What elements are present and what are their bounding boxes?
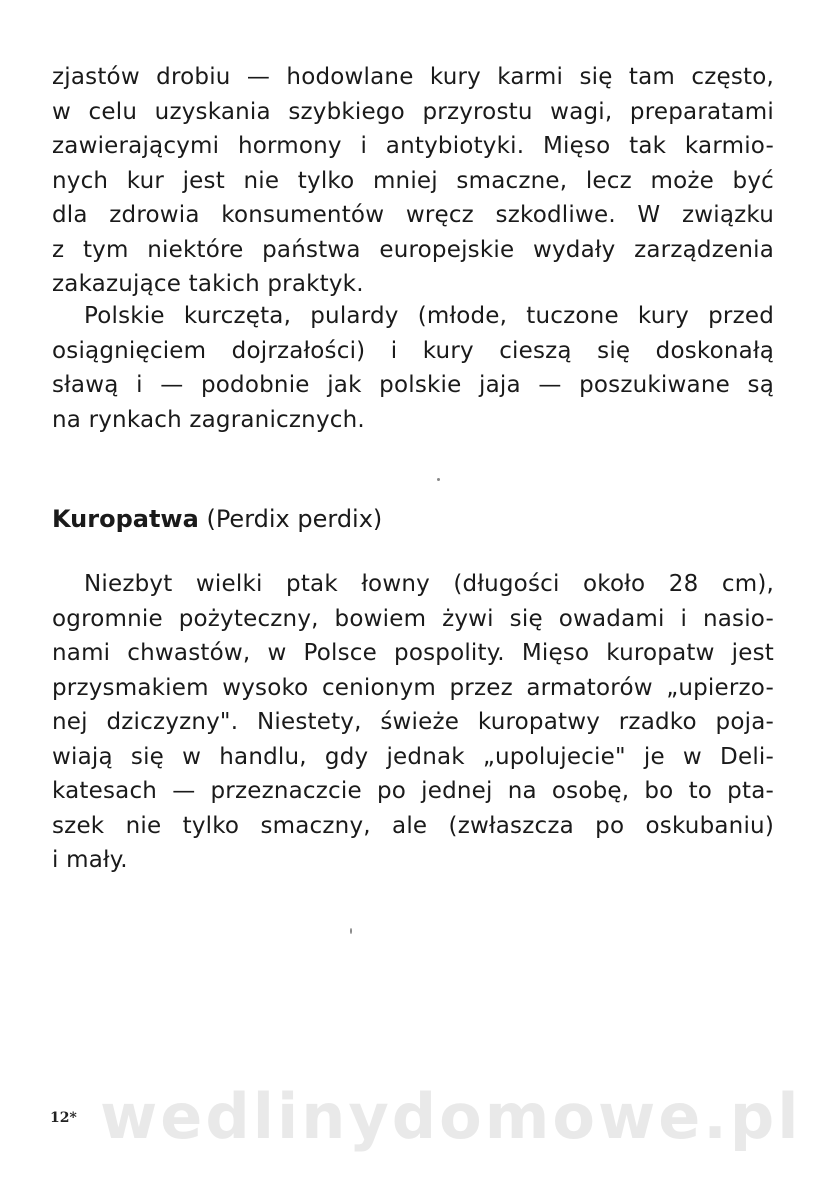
paragraph-poultry-hormones — [52, 60, 774, 302]
section-name: Kuropatwa — [52, 505, 199, 533]
text-line: katesach — przeznaczcie po jednej na osobę, bo to pta- — [52, 778, 774, 804]
paragraph-partridge — [52, 567, 774, 878]
text-line: szek nie tylko smaczny, ale (zwłaszcza po oskubaniu) — [52, 812, 774, 839]
section-heading — [52, 502, 382, 536]
text-line: nej dziczyzny". Niestety, świeże kuropatwy rzadko poja- — [52, 709, 774, 735]
text-line: przysmakiem wysoko cenionym przez armatorów „upierzo- — [52, 674, 774, 701]
page-number: 12* — [50, 1110, 77, 1126]
section-latin-name: (Perdix perdix) — [206, 505, 383, 533]
print-speck — [350, 928, 352, 934]
text-line: zawierającymi hormony i antybiotyki. Mięso tak karmio- — [52, 133, 774, 159]
text-line: na rynkach zagranicznych. — [52, 406, 365, 433]
watermark: wedlinydomowe.pl — [100, 1080, 802, 1153]
print-speck — [437, 478, 440, 481]
text-line: nami chwastów, w Polsce pospolity. Mięso kuropatw jest — [52, 640, 774, 666]
text-line: zjastów drobiu — hodowlane kury karmi się tam często, — [52, 64, 774, 90]
text-line: z tym niektóre państwa europejskie wydały zarządzenia — [52, 236, 774, 263]
text-line: sławą i — podobnie jak polskie jaja — poszukiwane są — [52, 372, 774, 398]
text-line: nych kur jest nie tylko mniej smaczne, lecz może być — [52, 167, 774, 194]
text-line: wiają się w handlu, gdy jednak „upolujecie" je w Deli- — [52, 743, 774, 770]
text-line: w celu uzyskania szybkiego przyrostu wagi, preparatami — [52, 98, 774, 125]
text-line: ogromnie pożyteczny, bowiem żywi się owadami i nasio- — [52, 605, 774, 632]
text-line: i mały. — [52, 847, 128, 873]
text-line: Niezbyt wielki ptak łowny (długości około 28 cm), — [84, 571, 774, 597]
text-line: Polskie kurczęta, pulardy (młode, tuczone kury przed — [84, 303, 774, 329]
text-line: osiągnięciem dojrzałości) i kury cieszą się doskonałą — [52, 337, 774, 364]
text-line: zakazujące takich praktyk. — [52, 271, 364, 297]
text-line: dla zdrowia konsumentów wręcz szkodliwe. W związku — [52, 202, 774, 228]
paragraph-polish-poultry — [52, 299, 774, 437]
